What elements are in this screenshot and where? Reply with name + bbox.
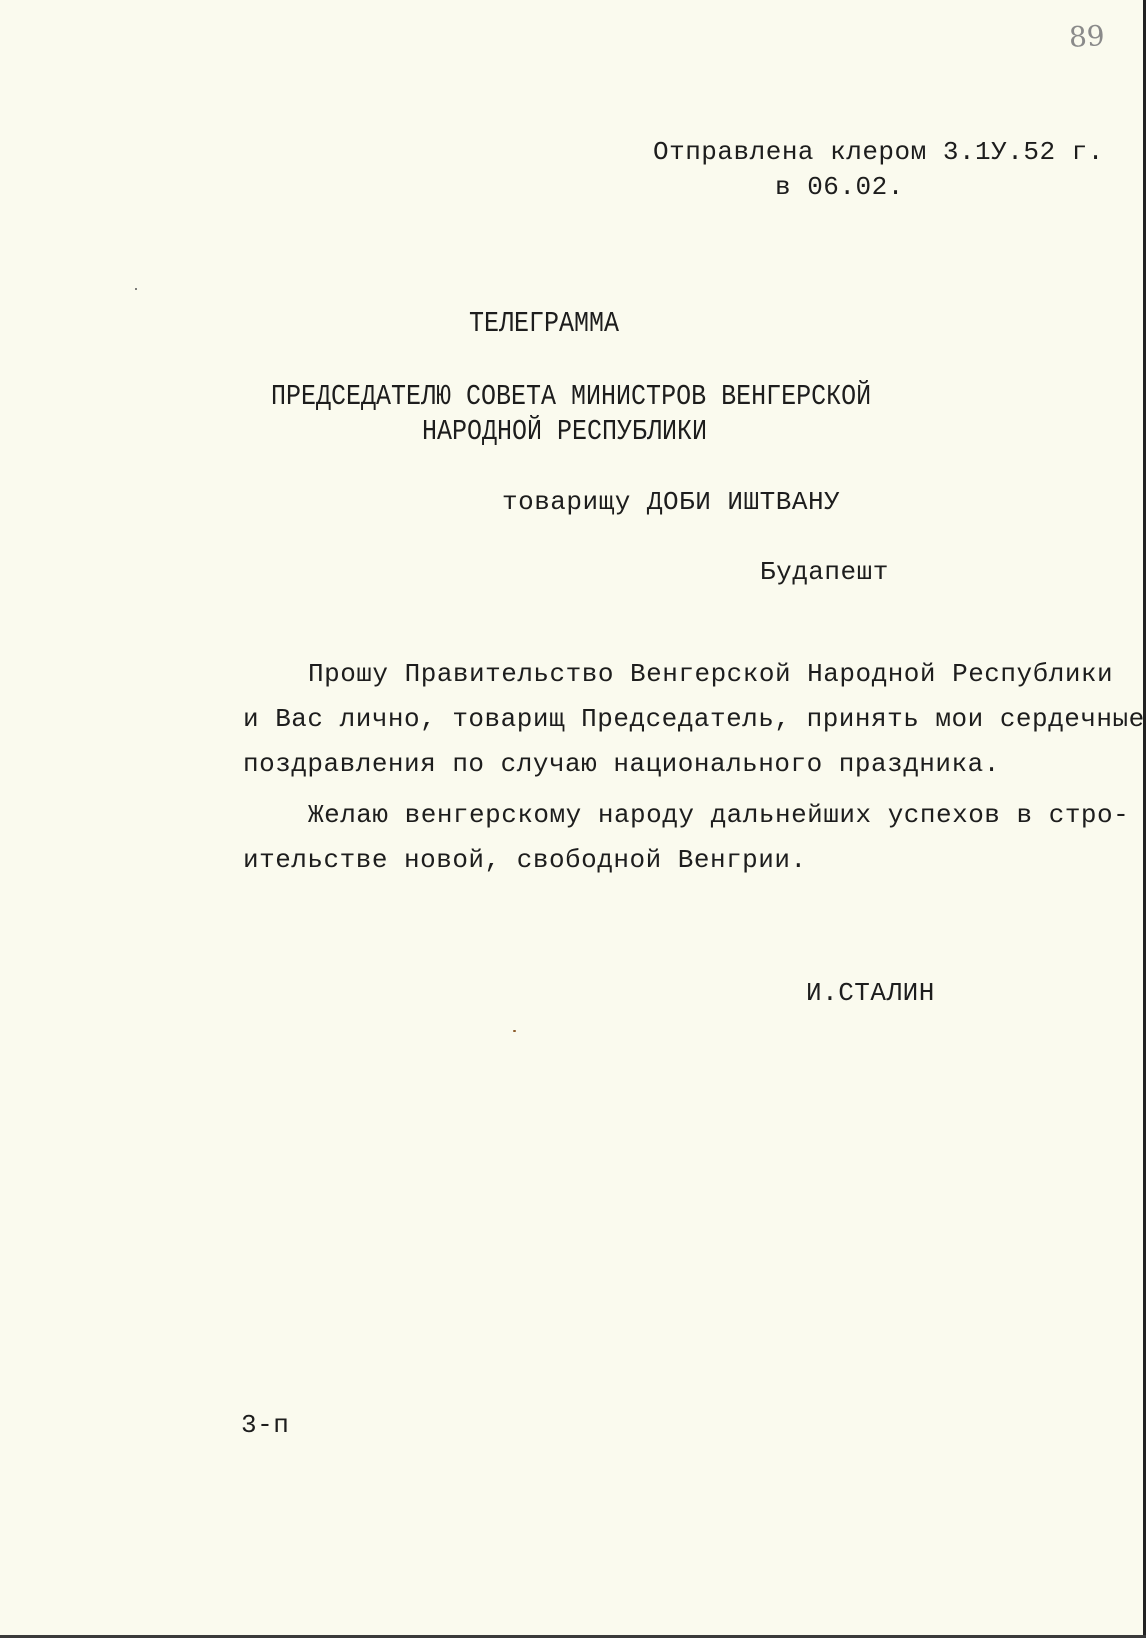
body-paragraph1-line1: Прошу Правительство Венгерской Народной Республики (308, 659, 1114, 689)
body-paragraph2-line1: Желаю венгерскому народу дальнейших успехов в стро- (308, 800, 1130, 830)
footer-typist-mark: 3-п (241, 1410, 290, 1440)
addressee-line1: ПРЕДСЕДАТЕЛЮ СОВЕТА МИНИСТРОВ ВЕНГЕРСКОЙ (271, 380, 872, 414)
paper-speck (135, 288, 137, 290)
body-paragraph2-line2: ительстве новой, свободной Венгрии. (243, 845, 807, 875)
dispatch-note-line1: Отправлена клером 3.1У.52 г. (653, 137, 1104, 167)
body-paragraph1-line3: поздравления по случаю национального праздника. (243, 749, 1000, 779)
addressee-line2: НАРОДНОЙ РЕСПУБЛИКИ (422, 415, 708, 449)
document-title: ТЕЛЕГРАММА (469, 307, 620, 341)
handwritten-page-number: 89 (1068, 19, 1106, 54)
body-paragraph1-line2: и Вас лично, товарищ Председатель, принять мои сердечные (243, 704, 1145, 734)
signature: И.СТАЛИН (806, 978, 935, 1008)
addressee-city: Будапешт (760, 557, 889, 587)
addressee-name: товарищу ДОБИ ИШТВАНУ (502, 487, 841, 517)
dispatch-note-line2: в 06.02. (775, 172, 904, 202)
paper-speck (513, 1030, 516, 1032)
